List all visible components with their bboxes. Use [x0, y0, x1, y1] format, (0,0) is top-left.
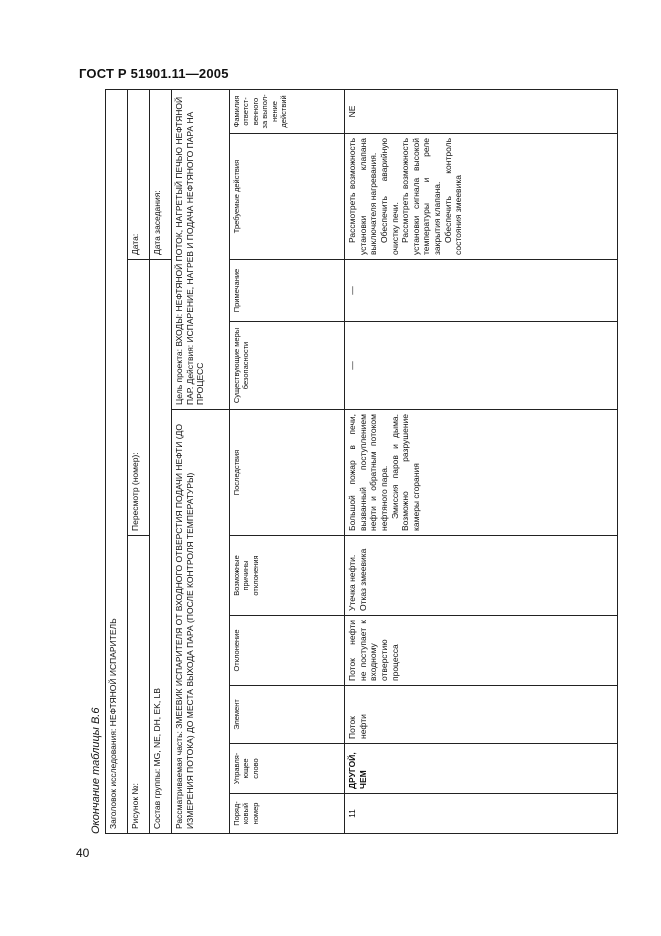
col-header-responsible: Фамилия ответст-венного за выпол-нение действий — [230, 89, 345, 133]
causes-cell — [345, 536, 618, 616]
team-members: Состав группы: MG, NE, DH, EK, LB — [150, 260, 172, 834]
col-header-deviation: Отклонение — [230, 616, 345, 686]
rotated-table-block — [87, 90, 607, 834]
page-number: 40 — [76, 846, 90, 860]
action-item: Рассмотреть возможность установки клапана выключателя нагревания. — [347, 138, 379, 255]
col-header-consequences: Последствия — [230, 410, 345, 536]
col-header-element: Элемент — [230, 686, 345, 744]
action-item: Обеспечить контроль состояния змеевика — [442, 138, 464, 255]
actions-cell — [345, 134, 618, 260]
action-item: Рассмотреть возможность установки сигнала высокой температуры и реле закрытия клапана. — [400, 138, 442, 255]
safeguards-cell: — — [345, 322, 618, 410]
col-header-actions: Требуемые действия — [230, 134, 345, 260]
design-intent: Цель проекта: ВХОДЫ: НЕФТЯНОЙ ПОТОК, НАГРЕТЫЙ ПЕЧЬЮ НЕФТЯНОЙ ПАР. Действия: ИСПАРЕНИЕ, НАГРЕВ И ПОДАЧА НЕФТЯНОГО ПАРА НА ПРОЦЕСС — [172, 89, 230, 409]
col-header-causes: Возможные причины отклонения — [230, 536, 345, 616]
revision-number: Пересмотр (номер): — [128, 260, 150, 536]
responsible-cell: NE — [345, 89, 618, 133]
table-caption: Окончание таблицы В.6 — [90, 707, 102, 834]
cause-item: Утечка нефти. — [347, 554, 357, 611]
scope-description: Рассматриваемая часть: ЗМЕЕВИК ИСПАРИТЕЛЯ ОТ ВХОДНОГО ОТВЕРСТИЯ ПОДАЧИ НЕФТИ (ДО ИЗМЕРЕНИЯ ПОТОКА) ДО МЕСТА ВЫХОДА ПАРА (ПОСЛЕ КОНТРОЛЯ ТЕМПЕРАТУРЫ) — [172, 410, 230, 834]
date-field: Дата: — [128, 89, 150, 259]
action-item: Обеспечить аварийную очистку печи. — [378, 138, 400, 255]
figure-number: Рисунок №: — [128, 536, 150, 834]
col-header-note: Примечание — [230, 260, 345, 322]
study-object: Заголовок исследования: НЕФТЯНОЙ ИСПАРИТЕЛЬ — [106, 89, 128, 833]
col-header-number: Поряд-ковый номер — [230, 794, 345, 834]
consequences-cell — [345, 410, 618, 536]
consequence-item: Большой пожар в печи, вызванный поступлением нефти и обратным потоком нефтяного пара. — [347, 414, 389, 531]
cause-item: Отказ змеевика — [357, 548, 368, 611]
meeting-date: Дата заседания: — [150, 89, 172, 259]
element-cell: Поток нефти — [345, 686, 618, 744]
hazop-table — [105, 89, 618, 834]
note-cell: — — [345, 260, 618, 322]
row-number: 11 — [345, 794, 618, 834]
table-row — [345, 89, 618, 833]
document-title: ГОСТ Р 51901.11—2005 — [79, 66, 229, 81]
guide-word: ДРУГОЙ, ЧЕМ — [345, 744, 618, 794]
consequence-item: Эмиссия паров и дыма. Возможно разрушение камеры сгорания — [389, 414, 421, 531]
col-header-safeguards: Существующие меры безопасности — [230, 322, 345, 410]
deviation-cell: Поток нефти не поступает к входному отверстию процесса — [345, 616, 618, 686]
col-header-guide-word: Управля-ющее слово — [230, 744, 345, 794]
